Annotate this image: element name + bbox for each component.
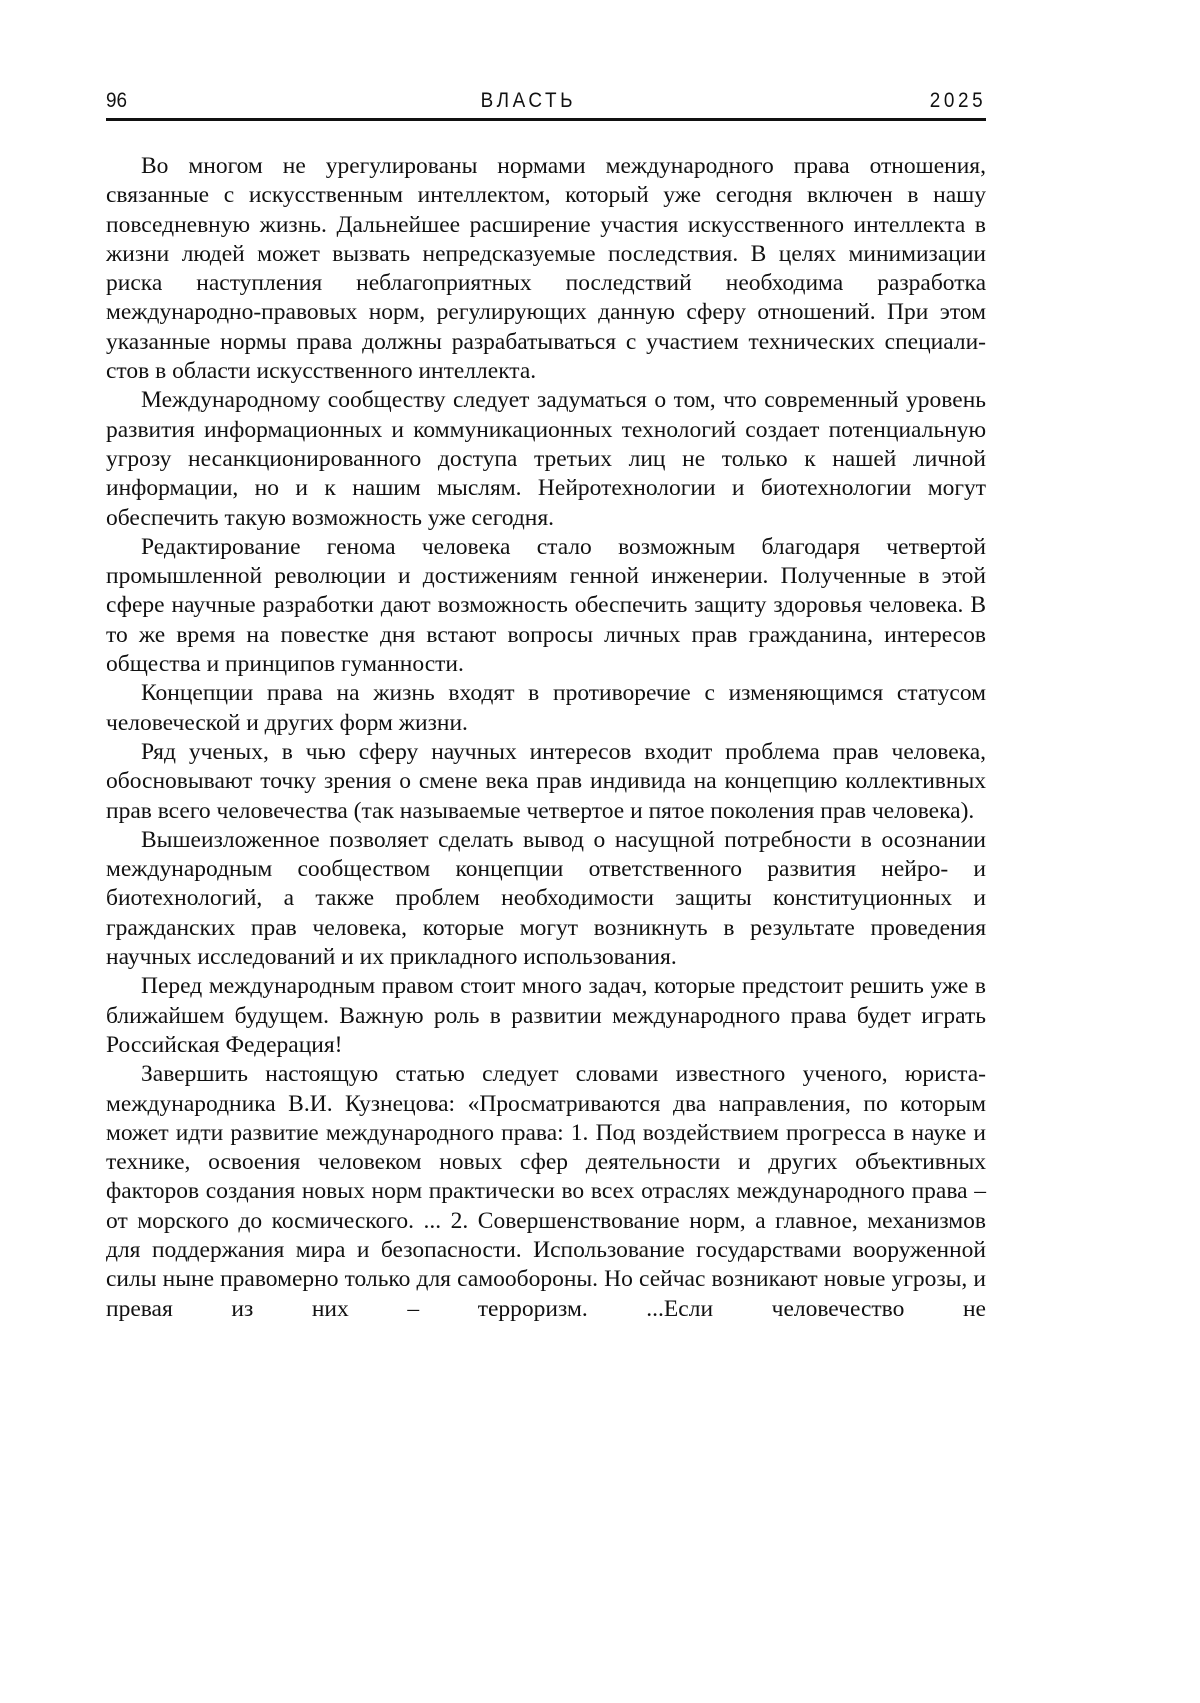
paragraph: Концепции права на жизнь входят в противоречие с изменяющимся статусом человеческой и других форм жизни. <box>106 680 986 736</box>
paragraph: Во многом не урегулированы нормами международного права отношения, связанные с искусственным интеллектом, который уже сегодня включен в нашу повседневную жизнь. Дальнейшее расширение участия искусственного интеллекта в жизни людей может вызвать непредсказуемые последствия. В целях минимизации риска наступления неблагоприятных последствий необходима разработка международно-правовых норм, регулирующих данную сферу отношений. При этом указанные нормы права должны разрабатываться с участием технических специалистов в области искусственного интеллекта. <box>106 153 986 385</box>
paragraph: Международному сообществу следует задуматься о том, что современный уровень развития информационных и коммуникационных технологий создает потенциальную угрозу несанкционированного доступа третьих лиц не только к нашей личной информации, но и к нашим мыслям. Нейротехнологии и биотехнологии могут обеспечить такую возможность уже сегодня. <box>106 387 986 531</box>
issue-year: 2025 <box>929 89 987 112</box>
header-divider <box>106 118 986 121</box>
paragraph: Вышеизложенное позволяет сделать вывод о насущной потребности в осознании международным сообществом концепции ответственного развития нейро- и биотехнологий, а также проблем необходимости защиты конституционных и гражданских прав человека, которые могут возникнуть в результате проведения научных исследований и их прикладного использования. <box>106 826 986 971</box>
article-body <box>106 152 986 1324</box>
paragraph: Редактирование генома человека стало возможным благодаря четвертой промышленной революции и достижениям генной инженерии. Полученные в этой сфере научные разработки дают возможность обеспечить защиту здоровья человека. В то же время на повестке дня встают вопросы личных прав гражданина, интересов общества и принципов гуманности. <box>106 533 986 678</box>
paragraph-continues: Завершить настоящую статью следует словами известного ученого, юриста-международника В.И. Кузнецова: «Просматриваются два направления, по которым может идти развитие международного права: 1. Под воздействием прогресса в науке и технике, освоения человеком новых сфер деятельности и других объективных факторов создания новых норм практически во всех отраслях международного права – от морского до космического. ... 2. Совершенствование норм, а главное, механизмов для поддержания мира и безопасности. Использование государствами вооруженной силы ныне правомерно только для самообороны. Но сейчас возникают новые угрозы, и превая из них – терроризм. ...Если человечество не <box>106 1061 986 1322</box>
page-number: 96 <box>106 89 128 112</box>
running-header <box>106 86 987 116</box>
paragraph: Ряд ученых, в чью сферу научных интересов входит проблема прав человека, обосновывают точку зрения о смене века прав индивида на концепцию коллективных прав всего человечества (так называемые четвертое и пятое поколения прав человека). <box>106 738 986 824</box>
journal-title: ВЛАСТЬ <box>480 89 577 112</box>
paragraph: Перед международным правом стоит много задач, которые предстоит решить уже в ближайшем будущем. Важную роль в развитии международного права будет играть Российская Федерация! <box>106 973 986 1058</box>
